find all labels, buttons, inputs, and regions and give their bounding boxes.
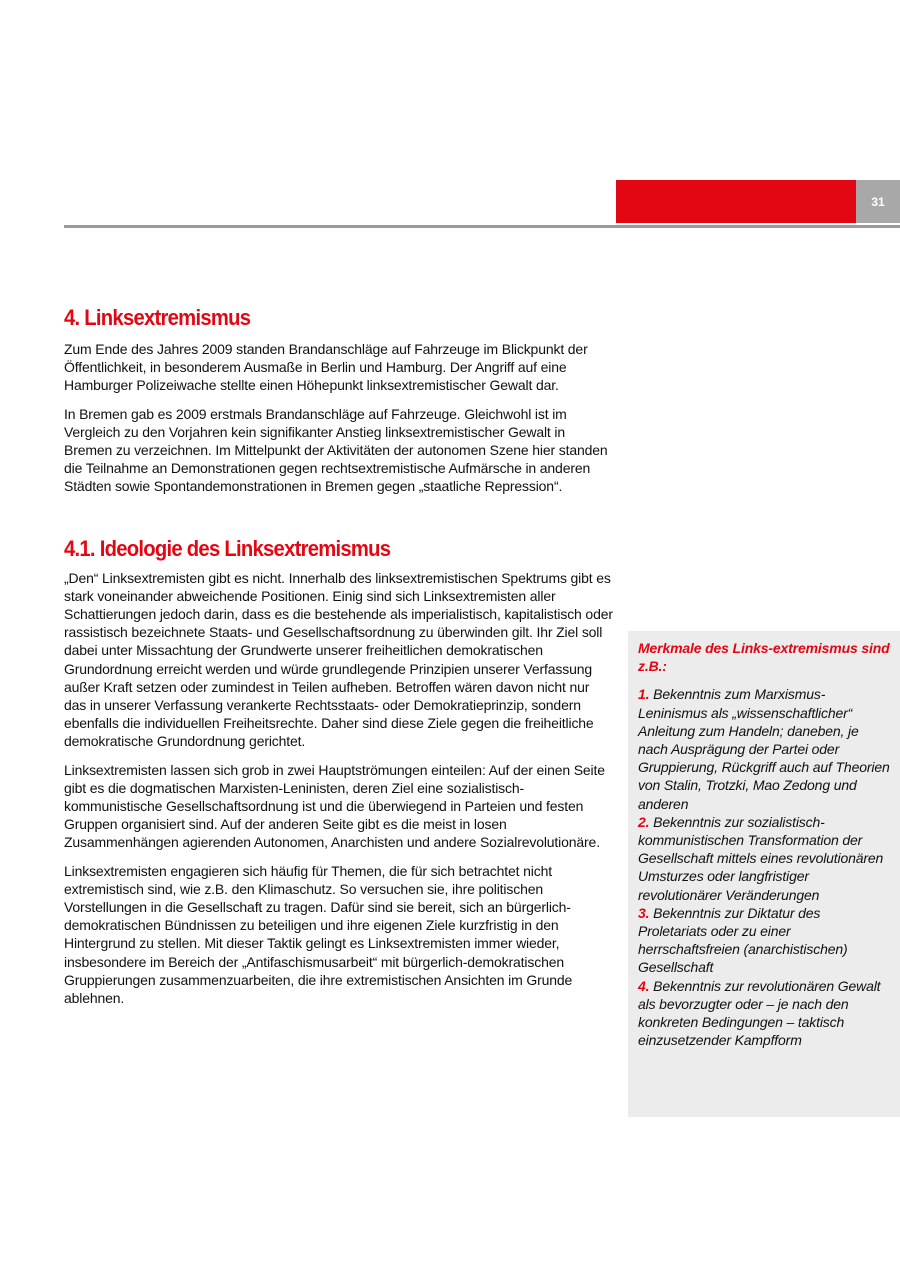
paragraph: Linksextremisten engagieren sich häufig für Themen, die für sich betrachtet nicht extremistisch sind, wie z.B. den Klimaschutz. So versuchen sie, ihre politischen Vorstellungen in die Gesellschaft zu tragen. Dafür sind sie bereit, sich an bürgerlich-demokratischen Bündnissen zu beteiligen und ihre eigenen Ziele kurzfristig in den Hintergrund zu stellen. Mit dieser Taktik gelingt es Linksextremisten immer wieder, insbesondere im Bereich der „Antifaschismusarbeit“ mit bürgerlich-demokratischen Gruppierungen zusammenzuarbeiten, die ihre extremistischen Ansichten im Grunde ablehnen. xyxy=(64,862,573,1007)
sidebar-item-text: Bekenntnis zum Marxismus-Leninismus als „wissenschaftlicher“ Anleitung zum Handeln; daneben, je nach Ausprägung der Partei oder Gruppierung, Rückgriff auch auf Theorien von Stalin, Trotzki, Mao Zedong und anderen xyxy=(638,686,890,812)
page-number: 31 xyxy=(856,180,900,223)
paragraph: In Bremen gab es 2009 erstmals Brandanschläge auf Fahrzeuge. Gleichwohl ist im Vergleich zu den Vorjahren kein signifikanter Anstieg linksextremistischer Gewalt in Bremen zu verzeichnen. Im Mittelpunkt der Aktivitäten der autonomen Szene hier standen die Teilnahme an Demonstrationen gegen rechtsextremistische Aufmärsche in anderen Städten sowie Spontandemonstrationen in Bremen gegen „staatliche Repression“. xyxy=(64,405,608,495)
sidebar-list-item xyxy=(638,977,892,1050)
sidebar-item-text: Bekenntnis zur sozialistisch-kommunistischen Transformation der Gesellschaft mittels eines revolutionären Umsturzes oder langfristiger revolutionärer Veränderungen xyxy=(638,813,884,903)
header-accent-bar xyxy=(616,180,856,223)
sidebar-list-item xyxy=(638,685,892,812)
main-column xyxy=(64,303,614,1017)
sidebar-item-number: 2. xyxy=(638,813,650,830)
sidebar-list-item xyxy=(638,813,892,904)
paragraph: „Den“ Linksextremisten gibt es nicht. Innerhalb des linksextremistischen Spektrums gibt es stark voneinander abweichende Positionen. Einig sind sich Linksextremisten aller Schattierungen jedoch darin, dass es die bestehende als imperialistisch, kapitalistisch oder rassistisch bezeichnete Staats- und Gesellschaftsordnung zu überwinden gilt. Ihr Ziel soll dabei unter Missachtung der Grundwerte unserer freiheitlichen demokratischen Grundordnung erreicht werden und würde grundlegende Prinzipien unserer Verfassung außer Kraft setzen oder zumindest in Teilen aufheben. Betroffen wären davon nicht nur das in unserer Verfassung verankerte Rechtsstaats- oder Demokratieprinzip, sondern ebenfalls die individuellen Freiheitsrechte. Daher sind diese Ziele gegen die freiheitliche demokratische Grundordnung gerichtet. xyxy=(64,569,613,750)
sidebar-item-number: 3. xyxy=(638,904,650,921)
section-heading-ideologie: 4.1. Ideologie des Linksextremismus xyxy=(64,535,391,561)
sidebar-item-number: 4. xyxy=(638,977,650,994)
paragraph: Zum Ende des Jahres 2009 standen Brandanschläge auf Fahrzeuge im Blickpunkt der Öffentlichkeit, in besonderem Ausmaße in Berlin und Hamburg. Der Angriff auf eine Hamburger Polizeiwache stellte einen Höhepunkt linksextremistischer Gewalt dar. xyxy=(64,341,588,394)
sidebar-box-merkmale xyxy=(628,631,900,1117)
sidebar-item-text: Bekenntnis zur Diktatur des Proletariats oder zu einer herrschaftsfreien (anarchistischen) Gesellschaft xyxy=(638,904,848,976)
header-rule xyxy=(64,225,900,228)
sidebar-item-text: Bekenntnis zur revolutionären Gewalt als bevorzugter oder – je nach den konkreten Bedingungen – taktisch einzusetzender Kampfform xyxy=(638,977,881,1049)
sidebar-list-item xyxy=(638,904,892,977)
section-heading-linksextremismus: 4. Linksextremismus xyxy=(64,305,251,330)
paragraph: Linksextremisten lassen sich grob in zwei Hauptströmungen einteilen: Auf der einen Seite gibt es die dogmatischen Marxisten-Leninisten, deren Ziel eine sozialistisch-kommunistische Gesellschaftsordnung ist und die überwiegend in Parteien und festen Gruppen organisiert sind. Auf der anderen Seite gibt es die meist in losen Zusammenhängen agierenden Autonomen, Anarchisten und andere Sozialrevolutionäre. xyxy=(64,761,605,851)
sidebar-item-number: 1. xyxy=(638,686,650,703)
sidebar-title: Merkmale des Links-extremismus sind z.B.: xyxy=(638,640,890,675)
